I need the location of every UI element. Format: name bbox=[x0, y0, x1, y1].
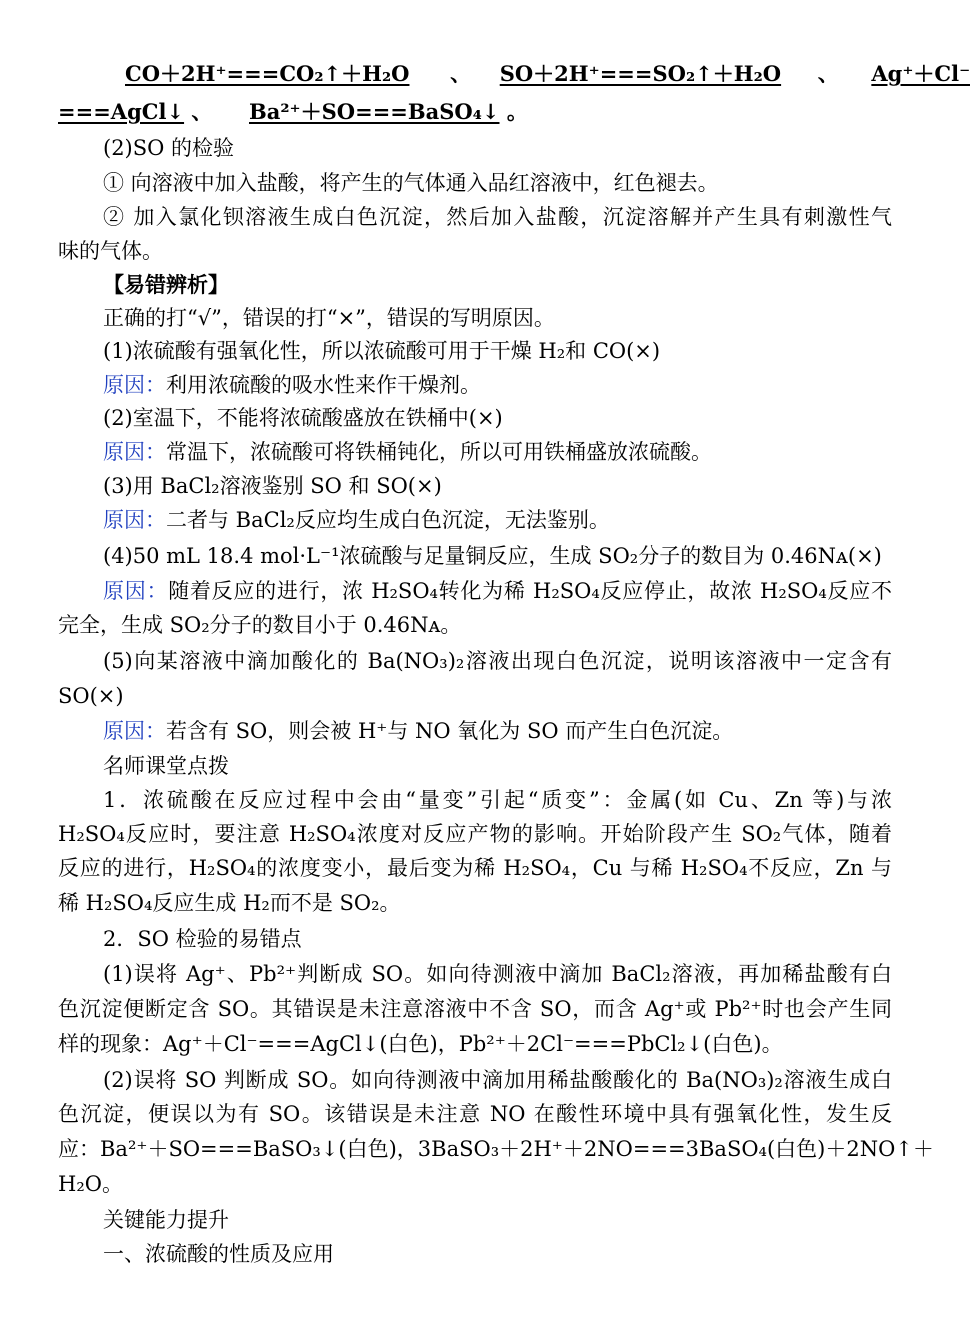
reason-text: 若含有 SO，则会被 H⁺与 NO 氧化为 SO 而产生白色沉淀。 bbox=[166, 719, 734, 743]
question-2: (2)室温下，不能将浓硫酸盛放在铁桶中(×) bbox=[103, 406, 503, 430]
reason-label: 原因： bbox=[103, 579, 169, 603]
separator: 、 bbox=[817, 61, 839, 86]
point-1-line-3: 反应的进行，H₂SO₄的浓度变小，最后变为稀 H₂SO₄，Cu 与稀 H₂SO₄不反应，Zn 与 bbox=[58, 856, 892, 880]
teacher-title: 名师课堂点拨 bbox=[103, 754, 229, 778]
question-5: (5)向某溶液中滴加酸化的 Ba(NO₃)₂溶液出现白色沉淀，说明该溶液中一定含有 bbox=[103, 649, 892, 673]
separator: 、 bbox=[191, 99, 213, 124]
equation-ag-cl-start: Ag⁺＋Cl⁻ bbox=[871, 61, 970, 86]
point-2-1: (1)误将 Ag⁺、Pb²⁺判断成 SO。如向待测液中滴加 BaCl₂溶液，再加稀盐酸有白 bbox=[103, 962, 892, 986]
section-one-heading: 一、浓硫酸的性质及应用 bbox=[103, 1242, 334, 1266]
point-2-2-line-3: 应：Ba²⁺＋SO===BaSO₃↓(白色)，3BaSO₃＋2H⁺＋2NO===3BaSO₄(白色)＋2NO↑＋ bbox=[58, 1137, 934, 1161]
equation-line-2 bbox=[58, 97, 892, 129]
reason-label: 原因： bbox=[103, 373, 166, 397]
reason-2 bbox=[103, 437, 892, 469]
question-4: (4)50 mL 18.4 mol·L⁻¹浓硫酸与足量铜反应，生成 SO₂分子的数目为 0.46Nᴀ(×) bbox=[103, 544, 882, 568]
point-2-2-line-2: 色沉淀，便误以为有 SO。该错误是未注意 NO 在酸性环境中具有强氧化性，发生反 bbox=[58, 1102, 892, 1126]
point-1-line-4: 稀 H₂SO₄反应生成 H₂而不是 SO₂。 bbox=[58, 891, 401, 915]
section-2-title: (2)SO 的检验 bbox=[103, 136, 235, 160]
reason-label: 原因： bbox=[103, 508, 166, 532]
point-1-line-2: H₂SO₄反应时，要注意 H₂SO₄浓度对反应产物的影响。开始阶段产生 SO₂气体，随着 bbox=[58, 822, 892, 846]
equation-line-1 bbox=[125, 59, 970, 91]
reason-text: 常温下，浓硫酸可将铁桶钝化，所以可用铁桶盛放浓硫酸。 bbox=[166, 440, 712, 464]
separator: 、 bbox=[450, 61, 472, 86]
question-3: (3)用 BaCl₂溶液鉴别 SO 和 SO(×) bbox=[103, 474, 442, 498]
test-step-2: ② 加入氯化钡溶液生成白色沉淀，然后加入盐酸，沉淀溶解并产生具有刺激性气 bbox=[103, 205, 892, 229]
equation-co3: CO＋2H⁺===CO₂↑＋H₂O bbox=[125, 61, 410, 86]
equation-baso4: Ba²⁺＋SO===BaSO₄↓ bbox=[249, 99, 500, 124]
reason-5 bbox=[103, 716, 892, 748]
question-5-cont: SO(×) bbox=[58, 684, 124, 708]
equation-agcl-end: ===AgCl↓ bbox=[58, 99, 185, 124]
point-2-2: (2)误将 SO 判断成 SO。如向待测液中滴加用稀盐酸酸化的 Ba(NO₃)₂溶液生成白 bbox=[103, 1068, 892, 1092]
separator: 。 bbox=[506, 99, 528, 124]
question-1: (1)浓硫酸有强氧化性，所以浓硫酸可用于干燥 H₂和 CO(×) bbox=[103, 339, 661, 363]
reason-1 bbox=[103, 370, 892, 402]
reason-text: 利用浓硫酸的吸水性来作干燥剂。 bbox=[166, 373, 481, 397]
point-2-1-line-2: 色沉淀便断定含 SO。其错误是未注意溶液中不含 SO，而含 Ag⁺或 Pb²⁺时也会产生同 bbox=[58, 997, 892, 1021]
reason-text: 二者与 BaCl₂反应均生成白色沉淀，无法鉴别。 bbox=[166, 508, 610, 532]
test-step-1: ① 向溶液中加入盐酸，将产生的气体通入品红溶液中，红色褪去。 bbox=[103, 171, 719, 195]
reason-3 bbox=[103, 505, 892, 537]
yicuo-intro: 正确的打“√”，错误的打“×”，错误的写明原因。 bbox=[103, 306, 555, 330]
reason-text: 随着反应的进行，浓 H₂SO₄转化为稀 H₂SO₄反应停止，故浓 H₂SO₄反应不 bbox=[168, 579, 892, 603]
yicuo-title: 【易错辨析】 bbox=[103, 272, 229, 297]
key-ability-title: 关键能力提升 bbox=[103, 1208, 229, 1232]
test-step-2-cont: 味的气体。 bbox=[58, 239, 163, 263]
reason-4-cont: 完全，生成 SO₂分子的数目小于 0.46Nᴀ。 bbox=[58, 613, 462, 637]
point-2-2-line-4: H₂O。 bbox=[58, 1172, 123, 1196]
reason-label: 原因： bbox=[103, 440, 166, 464]
point-1: 1．浓硫酸在反应过程中会由“量变”引起“质变”：金属(如 Cu、Zn 等)与浓 bbox=[103, 788, 892, 812]
equation-so3: SO＋2H⁺===SO₂↑＋H₂O bbox=[499, 61, 782, 86]
point-2-title: 2．SO 检验的易错点 bbox=[103, 927, 302, 951]
reason-4 bbox=[103, 576, 892, 608]
point-2-1-line-3: 样的现象：Ag⁺＋Cl⁻===AgCl↓(白色)，Pb²⁺＋2Cl⁻===PbCl₂↓(白色)。 bbox=[58, 1032, 783, 1056]
reason-label: 原因： bbox=[103, 719, 166, 743]
